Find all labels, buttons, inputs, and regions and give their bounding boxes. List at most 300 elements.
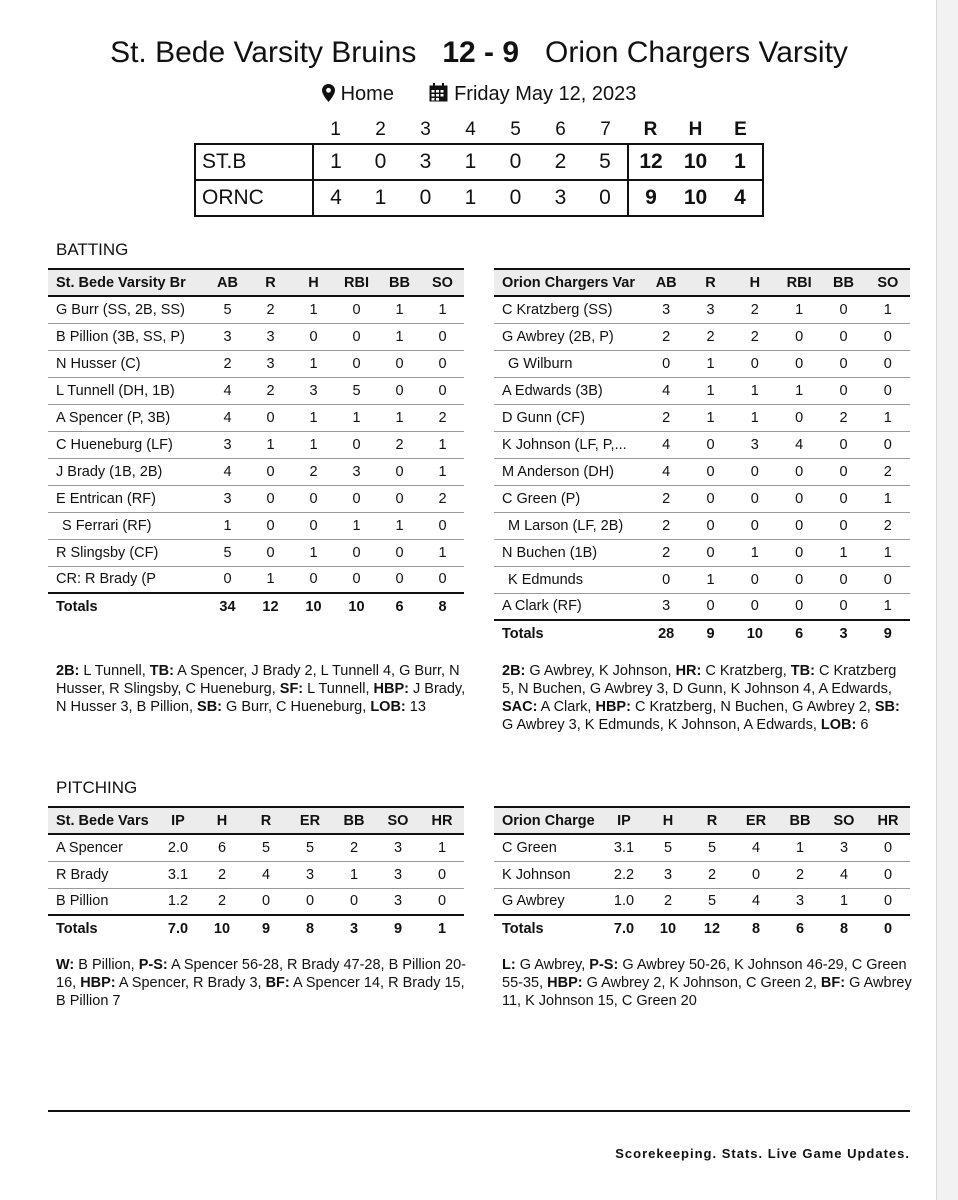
totals-row [494,915,910,942]
stat-value: 0 [688,485,732,512]
stat-column-header: RBI [335,269,378,296]
inning-score: 1 [448,180,493,216]
stat-value: 5 [206,539,249,566]
totals-value: 3 [821,620,865,647]
linescore-row [195,144,763,180]
totals-label: Totals [494,620,644,647]
stat-value: 2.0 [156,834,200,861]
game-info [0,83,958,108]
stat-value: 4 [644,458,688,485]
stat-value: 3 [206,431,249,458]
stat-value: 2 [866,458,910,485]
player-row [48,512,464,539]
stat-value: 1 [822,888,866,915]
stat-value: 2 [249,377,292,404]
game-date: Friday May 12, 2023 [454,83,637,105]
stat-column-header: SO [376,807,420,834]
stat-value: 0 [821,458,865,485]
linescore-row [195,180,763,216]
stat-value: 3 [733,431,777,458]
totals-value: 0 [866,915,910,942]
stat-value: 0 [421,566,464,593]
stat-note-label: BF: [820,975,846,991]
stat-value: 0 [777,323,821,350]
stat-note-text: G Awbrey 11, K Johnson 15, C Green 20 [502,975,912,1009]
home-batting-notes [56,662,466,716]
stat-value: 2 [644,539,688,566]
player-row [48,377,464,404]
pitching-section-title: PITCHING [56,778,138,797]
stat-value: 1 [378,296,421,323]
totals-row [48,593,464,620]
stat-value: 5 [288,834,332,861]
home-pitching-notes [56,956,466,1010]
stat-note-text: A Spencer 14, R Brady 15, B Pillion 7 [56,975,465,1009]
runs-total: 12 [628,144,673,180]
stat-value: 0 [821,512,865,539]
stat-value: 2 [292,458,335,485]
totals-label: Totals [48,593,206,620]
stat-column-header: H [733,269,777,296]
stat-note-text: A Spencer, R Brady 3, [115,975,266,991]
stat-value: 3 [688,296,732,323]
stat-note-text: G Burr, C Hueneburg, [222,699,371,715]
stat-column-header: H [200,807,244,834]
player-name: A Spencer (P, 3B) [48,404,206,431]
stat-note-text: A Spencer 56-28, R Brady 47-28, B Pillion 20-16, [56,957,466,991]
stat-note-text: G Awbrey, [515,957,590,973]
player-row [494,861,910,888]
stat-value: 0 [335,350,378,377]
totals-value: 8 [822,915,866,942]
stat-value: 3 [644,296,688,323]
stat-value: 0 [821,485,865,512]
player-name: K Johnson [494,861,602,888]
stat-column-header: R [690,807,734,834]
totals-value: 10 [292,593,335,620]
player-row [494,350,910,377]
stat-value: 1 [421,296,464,323]
stat-value: 0 [777,593,821,620]
errors-header: E [734,118,747,140]
stat-value: 0 [688,512,732,539]
stat-value: 5 [335,377,378,404]
totals-value: 10 [335,593,378,620]
stat-value: 2 [778,861,822,888]
stat-note-label: 2B: [56,663,80,679]
away-batting-table [494,268,910,647]
stat-value: 3.1 [156,861,200,888]
player-row [494,539,910,566]
stat-column-header: BB [821,269,865,296]
stat-column-header: IP [156,807,200,834]
stat-value: 0 [866,323,910,350]
stat-value: 2 [646,888,690,915]
errors-total: 1 [718,144,763,180]
inning-header: 2 [375,118,386,140]
stat-value: 1 [866,296,910,323]
stat-note-label: 2B: [502,663,526,679]
stat-value: 0 [866,888,910,915]
footer-tagline: Scorekeeping. Stats. Live Game Updates. [615,1146,910,1161]
totals-value: 7.0 [156,915,200,942]
totals-value: 7.0 [602,915,646,942]
stat-column-header: AB [644,269,688,296]
stat-value: 1 [378,323,421,350]
stat-value: 3 [376,888,420,915]
stat-value: 3 [778,888,822,915]
player-name: E Entrican (RF) [48,485,206,512]
stat-value: 0 [378,377,421,404]
stat-value: 4 [822,861,866,888]
stat-value: 2 [249,296,292,323]
player-name: G Awbrey (2B, P) [494,323,644,350]
stat-value: 2 [421,485,464,512]
totals-value: 12 [249,593,292,620]
stat-value: 0 [421,377,464,404]
stat-value: 0 [777,404,821,431]
stat-value: 0 [335,566,378,593]
stat-value: 1 [866,404,910,431]
stat-column-header: BB [778,807,822,834]
stat-value: 0 [866,350,910,377]
stat-value: 0 [866,834,910,861]
stat-value: 2 [644,485,688,512]
stat-column-header: R [249,269,292,296]
stat-value: 1 [866,593,910,620]
stat-value: 2 [821,404,865,431]
inning-header: 3 [420,118,431,140]
stat-value: 0 [821,566,865,593]
stat-value: 1 [733,539,777,566]
player-row [494,485,910,512]
player-row [494,296,910,323]
stat-column-header: BB [378,269,421,296]
stat-value: 2 [690,861,734,888]
stat-note-text: 13 [405,699,426,715]
stat-note-label: SAC: [502,699,538,715]
stat-note-text: G Awbrey, K Johnson, [525,663,676,679]
stat-value: 0 [249,404,292,431]
stat-value: 0 [249,485,292,512]
final-score: 12 - 9 [442,36,520,69]
stat-value: 1 [292,431,335,458]
stat-value: 0 [733,458,777,485]
stat-value: 0 [335,296,378,323]
stat-note-text: J Brady, N Husser 3, B Pillion, [56,681,466,715]
totals-value: 9 [244,915,288,942]
inning-header: 1 [330,118,341,140]
stat-value: 3 [644,593,688,620]
stat-value: 3 [376,861,420,888]
game-location: Home [340,83,394,105]
stat-value: 0 [777,566,821,593]
stat-note-text: G Awbrey 50-26, K Johnson 46-29, C Green 55-35, [502,957,907,991]
player-name: C Kratzberg (SS) [494,296,644,323]
stat-value: 4 [244,861,288,888]
errors-total: 4 [718,180,763,216]
player-name: A Clark (RF) [494,593,644,620]
totals-label: Totals [494,915,602,942]
stat-value: 1 [332,861,376,888]
stat-value: 1 [421,458,464,485]
stat-value: 5 [646,834,690,861]
stat-value: 0 [421,323,464,350]
inning-score: 1 [358,180,403,216]
stat-note-label: LOB: [820,717,857,733]
stat-value: 0 [821,431,865,458]
player-row [494,512,910,539]
player-row [494,593,910,620]
stat-value: 4 [734,834,778,861]
stat-value: 1 [866,539,910,566]
stat-value: 4 [206,458,249,485]
hits-total: 10 [673,180,718,216]
stat-value: 1 [777,377,821,404]
player-name: C Green (P) [494,485,644,512]
stat-header-row [494,807,910,834]
stat-note-text: C Kratzberg 5, N Buchen, G Awbrey 3, D Gunn, K Johnson 4, A Edwards, [502,663,897,697]
totals-value: 1 [420,915,464,942]
stat-value: 0 [733,485,777,512]
stat-value: 0 [206,566,249,593]
stat-value: 2.2 [602,861,646,888]
stat-value: 0 [249,539,292,566]
linescore-team: ORNC [195,180,313,216]
stat-value: 0 [866,566,910,593]
stat-value: 1 [378,512,421,539]
stat-value: 2 [866,512,910,539]
stat-value: 1 [688,377,732,404]
stat-column-header: HR [420,807,464,834]
stat-value: 0 [644,566,688,593]
stat-value: 3 [646,861,690,888]
inning-score: 0 [493,144,538,180]
stat-note-label: SB: [197,699,223,715]
stat-value: 0 [378,539,421,566]
player-name: N Husser (C) [48,350,206,377]
stat-value: 1 [335,512,378,539]
team-column-header: St. Bede Varsity Br [48,269,206,296]
player-row [48,458,464,485]
stat-value: 2 [644,404,688,431]
player-row [48,323,464,350]
away-team-name: Orion Chargers Varsity [545,36,848,69]
totals-value: 9 [866,620,910,647]
stat-column-header: SO [421,269,464,296]
stat-value: 0 [292,485,335,512]
stat-value: 1 [378,404,421,431]
stat-note-text: G Awbrey 3, K Edmunds, K Johnson, A Edwards, [502,717,821,733]
linescore-header [195,116,763,144]
runs-header: R [643,118,658,140]
totals-value: 34 [206,593,249,620]
player-name: A Spencer [48,834,156,861]
stat-column-header: AB [206,269,249,296]
inning-score: 1 [448,144,493,180]
stat-value: 1 [688,404,732,431]
team-column-header: St. Bede Vars [48,807,156,834]
stat-column-header: R [244,807,288,834]
home-batting-table [48,268,464,620]
stat-value: 0 [420,888,464,915]
stat-value: 2 [332,834,376,861]
stat-header-row [48,807,464,834]
inning-score: 2 [538,144,583,180]
stat-value: 1 [292,296,335,323]
stat-value: 0 [866,431,910,458]
stat-note-label: BF: [265,975,290,991]
stat-note-label: LOB: [370,699,406,715]
totals-value: 8 [421,593,464,620]
totals-value: 8 [734,915,778,942]
stat-note-text: G Awbrey 2, K Johnson, C Green 2, [582,975,821,991]
player-name: B Pillion (3B, SS, P) [48,323,206,350]
inning-score: 0 [583,180,628,216]
page-edge [936,0,958,1200]
stat-value: 5 [244,834,288,861]
stat-value: 1 [249,566,292,593]
totals-value: 9 [376,915,420,942]
player-row [48,431,464,458]
stat-value: 0 [777,512,821,539]
stat-value: 2 [688,323,732,350]
totals-value: 10 [733,620,777,647]
stat-value: 0 [244,888,288,915]
player-name: M Anderson (DH) [494,458,644,485]
stat-note-text: C Kratzberg, N Buchen, G Awbrey 2, [630,699,875,715]
totals-value: 10 [646,915,690,942]
totals-value: 8 [288,915,332,942]
game-title [0,36,958,70]
calendar-icon [429,83,448,108]
stat-column-header: IP [602,807,646,834]
inning-score: 0 [403,180,448,216]
stat-value: 1 [421,431,464,458]
away-pitching-notes [502,956,912,1010]
stat-value: 6 [200,834,244,861]
stat-value: 5 [206,296,249,323]
stat-note-label: HBP: [547,975,583,991]
stat-value: 0 [866,377,910,404]
player-row [48,296,464,323]
stat-note-label: SF: [279,681,304,697]
stat-value: 3 [335,458,378,485]
stat-note-label: TB: [790,663,815,679]
stat-value: 0 [335,485,378,512]
stat-value: 0 [733,512,777,539]
stat-value: 1 [292,539,335,566]
player-name: M Larson (LF, 2B) [494,512,644,539]
stat-value: 0 [821,296,865,323]
stat-value: 1 [866,485,910,512]
inning-header: 5 [510,118,521,140]
stat-value: 2 [733,323,777,350]
inning-header: 6 [555,118,566,140]
stat-value: 1 [733,377,777,404]
stat-value: 3 [206,485,249,512]
inning-score: 3 [403,144,448,180]
stat-value: 4 [206,404,249,431]
stat-value: 0 [777,539,821,566]
stat-note-label: HR: [675,663,702,679]
stat-note-text: C Kratzberg, [701,663,791,679]
stat-value: 2 [206,350,249,377]
stat-value: 0 [335,539,378,566]
stat-value: 1.0 [602,888,646,915]
stat-value: 0 [821,377,865,404]
stat-value: 0 [733,593,777,620]
player-name: G Wilburn [494,350,644,377]
player-row [494,431,910,458]
stat-value: 0 [335,323,378,350]
stat-note-label: HBP: [373,681,409,697]
inning-score: 0 [358,144,403,180]
stat-value: 1 [206,512,249,539]
player-name: S Ferrari (RF) [48,512,206,539]
stat-note-text: A Clark, [537,699,596,715]
stat-value: 2 [644,512,688,539]
stat-column-header: RBI [777,269,821,296]
totals-value: 6 [378,593,421,620]
stat-note-label: W: [56,957,75,973]
stat-value: 1 [778,834,822,861]
stat-value: 0 [421,350,464,377]
stat-value: 1 [688,350,732,377]
stat-value: 0 [821,350,865,377]
player-row [48,861,464,888]
player-name: G Awbrey [494,888,602,915]
stat-value: 1 [821,539,865,566]
stat-value: 2 [733,296,777,323]
stat-header-row [494,269,910,296]
player-name: C Hueneburg (LF) [48,431,206,458]
stat-value: 1 [733,404,777,431]
stat-value: 2 [644,323,688,350]
stat-value: 0 [292,512,335,539]
player-name: CR: R Brady (P [48,566,206,593]
player-row [48,404,464,431]
totals-value: 9 [688,620,732,647]
stat-value: 1.2 [156,888,200,915]
stat-value: 4 [734,888,778,915]
stat-note-label: HBP: [80,975,116,991]
stat-value: 0 [734,861,778,888]
stat-value: 3.1 [602,834,646,861]
stat-value: 0 [292,323,335,350]
player-row [48,485,464,512]
stat-value: 0 [733,566,777,593]
stat-value: 0 [332,888,376,915]
stat-column-header: R [688,269,732,296]
stat-column-header: ER [288,807,332,834]
stat-value: 0 [421,512,464,539]
stat-note-text: L Tunnell, [303,681,374,697]
player-row [494,888,910,915]
stat-value: 0 [733,350,777,377]
stat-value: 4 [206,377,249,404]
inning-header: 4 [465,118,476,140]
stat-note-text: 6 [856,717,869,733]
stat-note-label: HBP: [595,699,631,715]
stat-value: 0 [378,458,421,485]
player-name: J Brady (1B, 2B) [48,458,206,485]
stat-value: 0 [821,593,865,620]
stat-column-header: ER [734,807,778,834]
hits-header: H [688,118,703,140]
stat-column-header: SO [822,807,866,834]
stat-header-row [48,269,464,296]
